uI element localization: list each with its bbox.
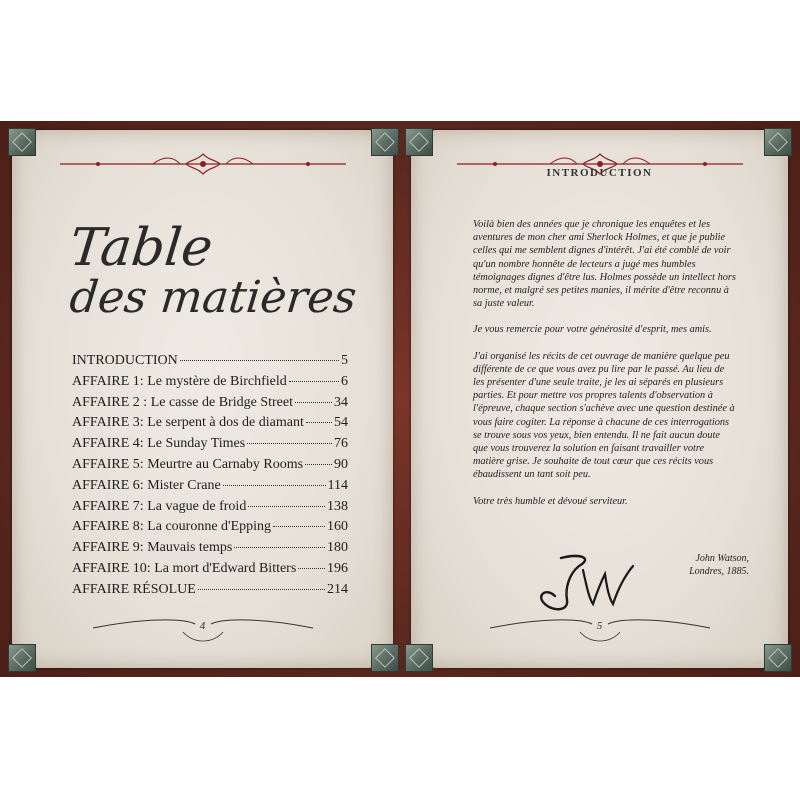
toc-entry-title: AFFAIRE 6: Mister Crane <box>72 477 221 493</box>
toc-entry[interactable] <box>72 561 348 582</box>
left-page <box>12 130 393 668</box>
toc-entry-title: AFFAIRE 10: La mort d'Edward Bitters <box>72 560 297 576</box>
intro-paragraph: J'ai organisé les récits de cet ouvrage de manière quelque peu différente de ce que vous avez pu lire par le passé. Au lieu de les présenter d'une seule traite, je les ai séparés en plusieurs parties. Et pour mettre vos propres talents d'observation à l'épreuve, chaque section s'achève avec une question destinée à vous faire cogiter. La réponse à chacune de ces interrogations se trouve sous vos yeux, bien entendu. Il ne fait aucun doute que vous trouverez la solution en faisant travailler votre matière grise. Je souhaite de tout cœur que ces récits vous ébaudissent un tant soit peu. <box>473 350 735 481</box>
toc-heading <box>66 218 370 323</box>
toc-entry-title: AFFAIRE 4: Le Sunday Times <box>72 436 246 452</box>
toc-leader <box>248 506 325 507</box>
toc-entry[interactable] <box>72 395 348 416</box>
toc-entry[interactable] <box>72 457 348 478</box>
corner-protector <box>8 644 36 672</box>
toc-entry-page: 54 <box>334 415 348 431</box>
credit-name: John Watson, <box>695 553 749 564</box>
toc-entry[interactable] <box>72 499 348 520</box>
toc-leader <box>223 485 326 486</box>
corner-protector <box>405 644 433 672</box>
signature-credit <box>679 552 749 578</box>
toc-leader <box>306 422 332 423</box>
page-footer <box>83 610 323 650</box>
toc-leader <box>273 526 325 527</box>
intro-paragraph: Voilà bien des années que je chronique les enquêtes et les aventures de mon cher ami Sherlock Holmes, et que je publie celles qui me semblent dignes d'intérêt. J'ai été comblé de voir qu'un nombre honnête de lecteurs a jugé mes humbles témoignages dignes d'être lus. Holmes possède un intellect hors norme, et malgré ses petites manies, il mérite d'être reconnu à sa juste valeur. <box>473 219 736 310</box>
toc-entry-page: 160 <box>327 519 348 535</box>
credit-place-date: Londres, 1885. <box>689 566 749 577</box>
toc-entry[interactable] <box>72 540 348 561</box>
toc-entry-page: 76 <box>334 436 348 452</box>
toc-entry-title: AFFAIRE 1: Le mystère de Birchfield <box>72 373 287 389</box>
toc-entry-page: 90 <box>334 456 348 472</box>
toc-entry-title: INTRODUCTION <box>72 353 178 368</box>
signature-monogram <box>521 548 641 618</box>
toc-entry-page: 34 <box>334 394 348 410</box>
right-page <box>411 130 788 668</box>
toc-entry-title: AFFAIRE 9: Mauvais temps <box>72 540 233 556</box>
corner-protector <box>371 644 399 672</box>
table-of-contents <box>72 353 348 603</box>
toc-leader <box>234 547 325 548</box>
toc-entry-title: AFFAIRE 2 : Le casse de Bridge Street <box>72 394 293 410</box>
toc-entry-page: 6 <box>341 373 348 389</box>
intro-text <box>473 218 737 521</box>
corner-protector <box>405 128 433 156</box>
intro-paragraph: Votre très humble et dévoué serviteur. <box>473 495 628 507</box>
toc-leader <box>180 360 339 361</box>
toc-leader <box>247 443 332 444</box>
page-title: INTRODUCTION <box>546 167 653 179</box>
toc-entry-page: 5 <box>341 353 348 368</box>
toc-entry[interactable] <box>72 478 348 499</box>
toc-entry-title: AFFAIRE 7: La vague de froid <box>72 498 247 514</box>
toc-heading-line2: des matières <box>67 272 359 323</box>
toc-entry-title: AFFAIRE 5: Meurtre au Carnaby Rooms <box>72 456 304 472</box>
page-number: 4 <box>199 620 206 632</box>
toc-entry-page: 214 <box>327 581 348 597</box>
intro-paragraph: Je vous remercie pour votre générosité d'esprit, mes amis. <box>473 324 712 336</box>
toc-entry-page: 114 <box>327 477 348 493</box>
corner-protector <box>764 644 792 672</box>
toc-leader <box>289 381 339 382</box>
corner-protector <box>371 128 399 156</box>
page-ornament <box>58 150 348 176</box>
toc-heading-line1: Table <box>66 218 216 278</box>
toc-leader <box>295 402 332 403</box>
toc-entry-title: AFFAIRE RÉSOLUE <box>72 581 196 597</box>
corner-protector <box>764 128 792 156</box>
toc-entry-page: 180 <box>327 540 348 556</box>
toc-entry[interactable] <box>72 353 348 374</box>
toc-entry-title: AFFAIRE 3: Le serpent à dos de diamant <box>72 415 304 431</box>
toc-leader <box>305 464 332 465</box>
toc-entry[interactable] <box>72 415 348 436</box>
toc-leader <box>298 568 325 569</box>
toc-leader <box>198 589 325 590</box>
page-number: 5 <box>596 620 603 632</box>
corner-protector <box>8 128 36 156</box>
toc-entry-title: AFFAIRE 8: La couronne d'Epping <box>72 519 272 535</box>
toc-entry-page: 196 <box>327 560 348 576</box>
toc-entry[interactable] <box>72 436 348 457</box>
page-footer <box>480 610 720 650</box>
toc-entry[interactable] <box>72 519 348 540</box>
toc-entry-page: 138 <box>327 498 348 514</box>
toc-entry[interactable] <box>72 374 348 395</box>
toc-entry[interactable] <box>72 582 348 603</box>
